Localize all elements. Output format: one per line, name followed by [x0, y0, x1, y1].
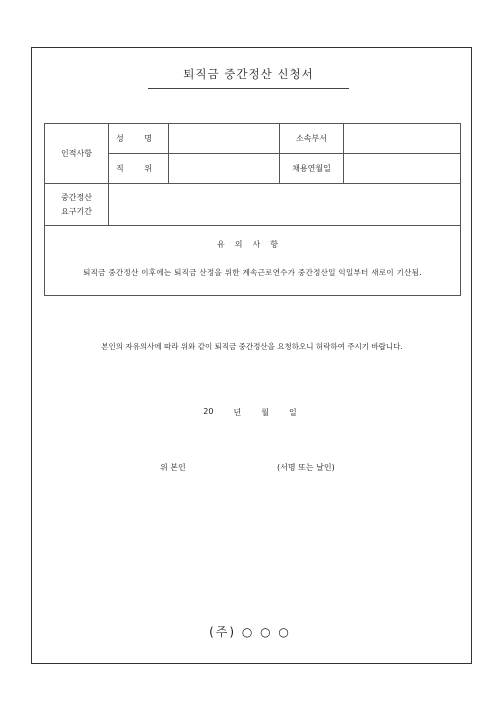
name-label: 성 명: [109, 124, 169, 154]
notice-text: 퇴직금 중간정산 이후에는 퇴직금 산정을 위한 계속근로연수가 중간정산일 익일부터 새로이 기산됨.: [83, 268, 422, 277]
date-line: [150, 407, 350, 418]
hire-date-field[interactable]: [344, 154, 461, 184]
personal-info-label: 인적사항: [45, 124, 109, 184]
application-form-table: [44, 123, 461, 296]
department-field[interactable]: [344, 124, 461, 154]
company-name: (주) ○ ○ ○: [209, 625, 291, 639]
date-year-prefix: 20: [203, 407, 214, 416]
hire-date-label: 채용연월일: [280, 154, 344, 184]
signature-label: 위 본인: [160, 463, 186, 472]
document-title: 퇴직금 중간정산 신청서: [183, 67, 314, 81]
form-row-notice: [45, 226, 461, 296]
notice-cell: [45, 226, 461, 296]
position-field[interactable]: [169, 154, 280, 184]
date-year-unit: 년: [233, 408, 242, 417]
request-period-label-line2: 요구기간: [61, 206, 92, 216]
date-month-unit: 월: [261, 408, 269, 417]
notice-heading: 유의사항: [217, 240, 288, 249]
form-row-request-period: [45, 184, 461, 226]
title-underline: [148, 88, 349, 89]
position-label: 직 위: [109, 154, 169, 184]
department-label: 소속부서: [280, 124, 344, 154]
request-period-field[interactable]: [109, 184, 461, 226]
request-statement: 본인의 자유의사에 따라 위와 같이 퇴직금 중간정산을 요청하오니 허락하여 주시기 바랍니다.: [101, 342, 403, 351]
date-day-unit: 일: [288, 408, 297, 417]
name-field[interactable]: [169, 124, 280, 154]
request-period-label: [45, 184, 109, 226]
form-row-name: [45, 124, 461, 154]
request-period-label-line1: 중간정산: [61, 192, 92, 202]
signature-note: (서명 또는 날인): [277, 463, 335, 472]
